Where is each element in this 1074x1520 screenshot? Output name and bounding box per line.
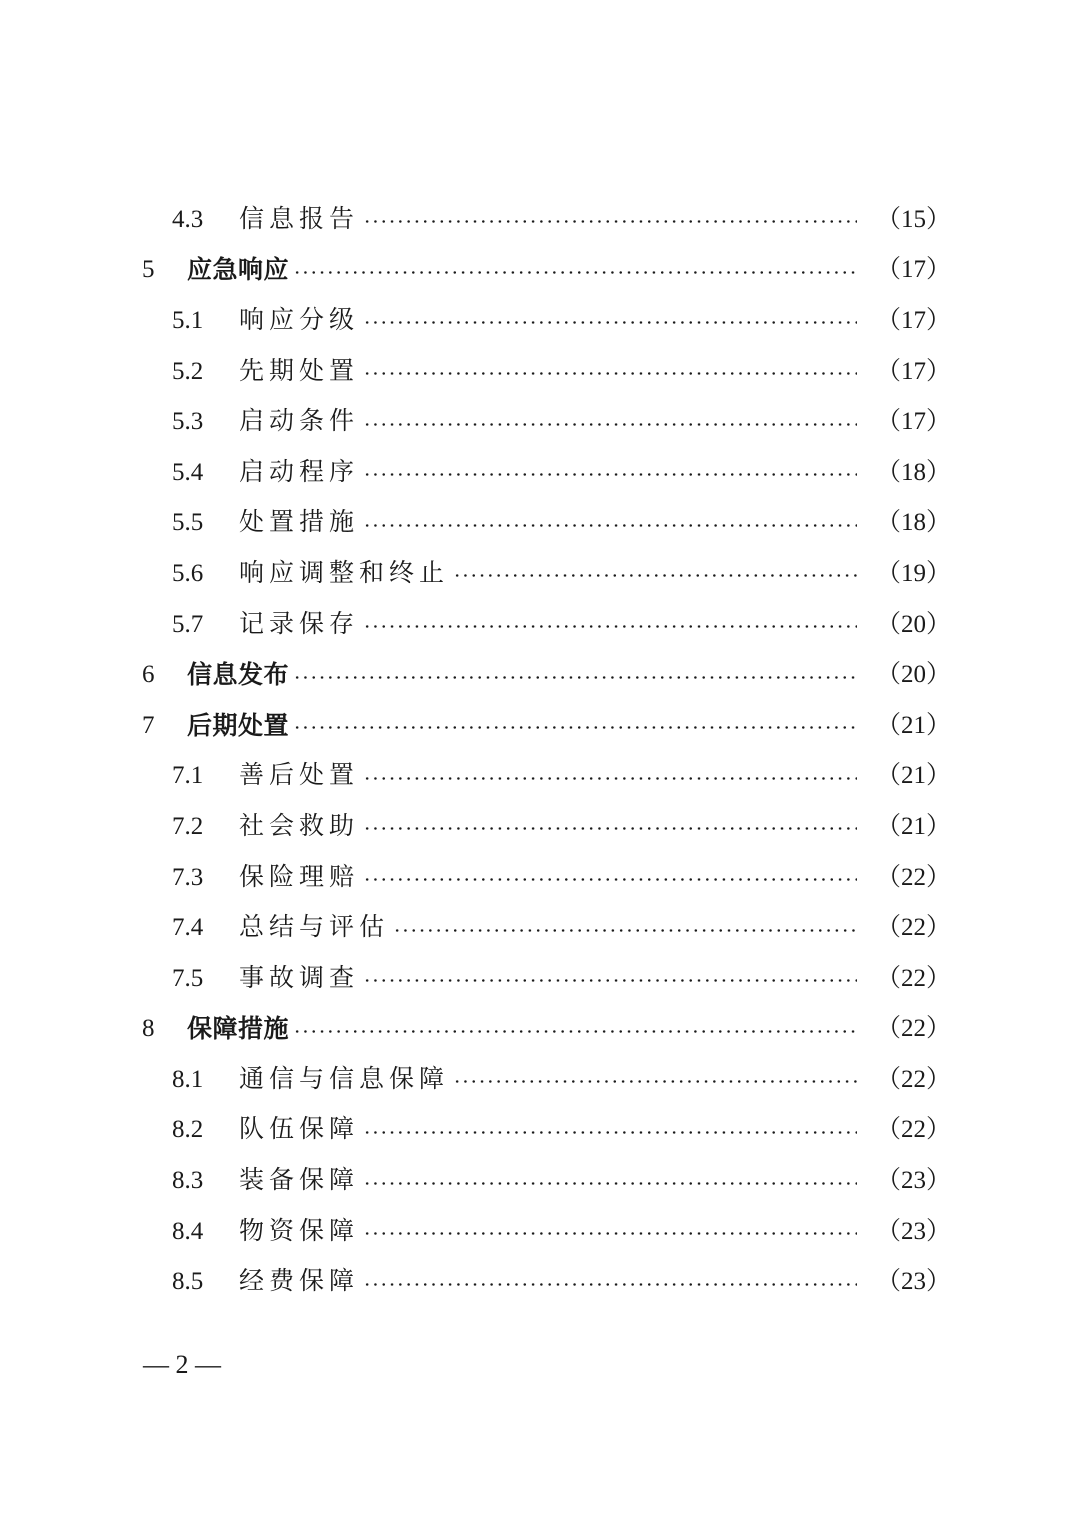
toc-entry-page: （18） (876, 509, 952, 537)
toc-entry-title: 保障措施 (187, 1014, 290, 1044)
toc-entry-page: （23） (876, 1217, 952, 1245)
toc-row-6[interactable] (0, 649, 1074, 700)
toc-entry-number: 7 (142, 711, 155, 739)
dot-leader (363, 827, 857, 830)
table-of-contents (0, 194, 1074, 1307)
toc-entry-number: 8.4 (172, 1217, 204, 1245)
dot-leader (363, 625, 857, 628)
toc-row-8-5[interactable] (0, 1256, 1074, 1307)
dot-leader (363, 372, 857, 375)
dot-leader (363, 878, 857, 881)
toc-row-8-2[interactable] (0, 1105, 1074, 1156)
toc-entry-number: 5.2 (172, 357, 204, 385)
toc-entry-title: 善后处置 (239, 762, 360, 790)
toc-entry-page: （21） (876, 812, 952, 840)
toc-entry-title: 响应调整和终止 (239, 559, 450, 587)
toc-entry-number: 8.2 (172, 1116, 204, 1144)
toc-entry-page: （17） (876, 357, 952, 385)
toc-entry-page: （20） (876, 661, 952, 689)
toc-entry-number: 6 (142, 661, 155, 689)
toc-row-5-1[interactable] (0, 295, 1074, 346)
toc-entry-title: 记录保存 (239, 610, 360, 638)
toc-entry-page: （22） (876, 863, 952, 891)
toc-entry-page: （21） (876, 762, 952, 790)
dot-leader (293, 726, 857, 729)
toc-entry-title: 信息发布 (187, 660, 290, 690)
toc-entry-number: 8.5 (172, 1268, 204, 1296)
dot-leader (293, 271, 857, 274)
dot-leader (453, 1080, 857, 1083)
toc-entry-number: 7.5 (172, 964, 204, 992)
toc-entry-number: 5.4 (172, 458, 204, 486)
toc-entry-page: （19） (876, 559, 952, 587)
toc-entry-title: 总结与评估 (239, 914, 390, 942)
toc-entry-number: 5.1 (172, 306, 204, 334)
toc-entry-number: 7.1 (172, 762, 204, 790)
toc-entry-page: （17） (876, 256, 952, 284)
toc-row-4-3[interactable] (0, 194, 1074, 245)
toc-entry-page: （23） (876, 1167, 952, 1195)
toc-entry-page: （17） (876, 408, 952, 436)
toc-row-8-3[interactable] (0, 1155, 1074, 1206)
toc-entry-number: 5.6 (172, 559, 204, 587)
dot-leader (293, 676, 857, 679)
dot-leader (363, 979, 857, 982)
toc-entry-page: （22） (876, 1015, 952, 1043)
toc-row-5-7[interactable] (0, 599, 1074, 650)
toc-entry-page: （22） (876, 964, 952, 992)
toc-entry-number: 7.4 (172, 914, 204, 942)
dot-leader (363, 1131, 857, 1134)
toc-entry-page: （21） (876, 711, 952, 739)
page-number-footer: — 2 — (143, 1350, 221, 1379)
toc-row-7-5[interactable] (0, 953, 1074, 1004)
toc-row-8[interactable] (0, 1004, 1074, 1055)
toc-entry-number: 5.5 (172, 509, 204, 537)
toc-entry-title: 经费保障 (239, 1268, 360, 1296)
toc-entry-number: 8.1 (172, 1065, 204, 1093)
toc-entry-number: 4.3 (172, 205, 204, 233)
dot-leader (363, 1232, 857, 1235)
toc-entry-title: 响应分级 (239, 306, 360, 334)
dot-leader (363, 524, 857, 527)
dot-leader (363, 1182, 857, 1185)
toc-entry-title: 启动程序 (239, 458, 360, 486)
toc-entry-page: （20） (876, 610, 952, 638)
toc-entry-number: 7.3 (172, 863, 204, 891)
toc-entry-title: 处置措施 (239, 509, 360, 537)
toc-row-5-6[interactable] (0, 548, 1074, 599)
dot-leader (363, 220, 857, 223)
dot-leader (363, 473, 857, 476)
toc-entry-title: 事故调查 (239, 964, 360, 992)
toc-row-5-4[interactable] (0, 447, 1074, 498)
dot-leader (453, 574, 857, 577)
toc-entry-number: 7.2 (172, 812, 204, 840)
toc-entry-page: （18） (876, 458, 952, 486)
toc-row-7-4[interactable] (0, 902, 1074, 953)
dot-leader (363, 1283, 857, 1286)
toc-entry-number: 5.7 (172, 610, 204, 638)
toc-entry-title: 队伍保障 (239, 1116, 360, 1144)
toc-entry-page: （15） (876, 205, 952, 233)
toc-row-7-2[interactable] (0, 801, 1074, 852)
toc-row-5-3[interactable] (0, 396, 1074, 447)
toc-entry-title: 先期处置 (239, 357, 360, 385)
toc-entry-title: 通信与信息保障 (239, 1065, 450, 1093)
toc-row-8-4[interactable] (0, 1206, 1074, 1257)
toc-entry-title: 保险理赔 (239, 863, 360, 891)
dot-leader (363, 423, 857, 426)
dot-leader (363, 777, 857, 780)
toc-entry-page: （22） (876, 1065, 952, 1093)
dot-leader (363, 321, 857, 324)
toc-entry-number: 8 (142, 1015, 155, 1043)
toc-entry-title: 物资保障 (239, 1217, 360, 1245)
toc-row-7-1[interactable] (0, 751, 1074, 802)
toc-entry-number: 5.3 (172, 408, 204, 436)
toc-entry-page: （17） (876, 306, 952, 334)
toc-entry-title: 启动条件 (239, 408, 360, 436)
toc-row-5[interactable] (0, 245, 1074, 296)
toc-row-5-2[interactable] (0, 346, 1074, 397)
toc-entry-title: 后期处置 (187, 710, 290, 740)
toc-row-5-5[interactable] (0, 498, 1074, 549)
toc-entry-title: 应急响应 (187, 255, 290, 285)
toc-entry-page: （23） (876, 1268, 952, 1296)
toc-entry-title: 社会救助 (239, 812, 360, 840)
dot-leader (393, 929, 857, 932)
toc-entry-page: （22） (876, 1116, 952, 1144)
toc-row-7[interactable] (0, 700, 1074, 751)
toc-entry-title: 信息报告 (239, 205, 360, 233)
toc-row-8-1[interactable] (0, 1054, 1074, 1105)
toc-entry-number: 5 (142, 256, 155, 284)
toc-entry-title: 装备保障 (239, 1167, 360, 1195)
toc-entry-page: （22） (876, 914, 952, 942)
toc-entry-number: 8.3 (172, 1167, 204, 1195)
toc-row-7-3[interactable] (0, 852, 1074, 903)
dot-leader (293, 1030, 857, 1033)
